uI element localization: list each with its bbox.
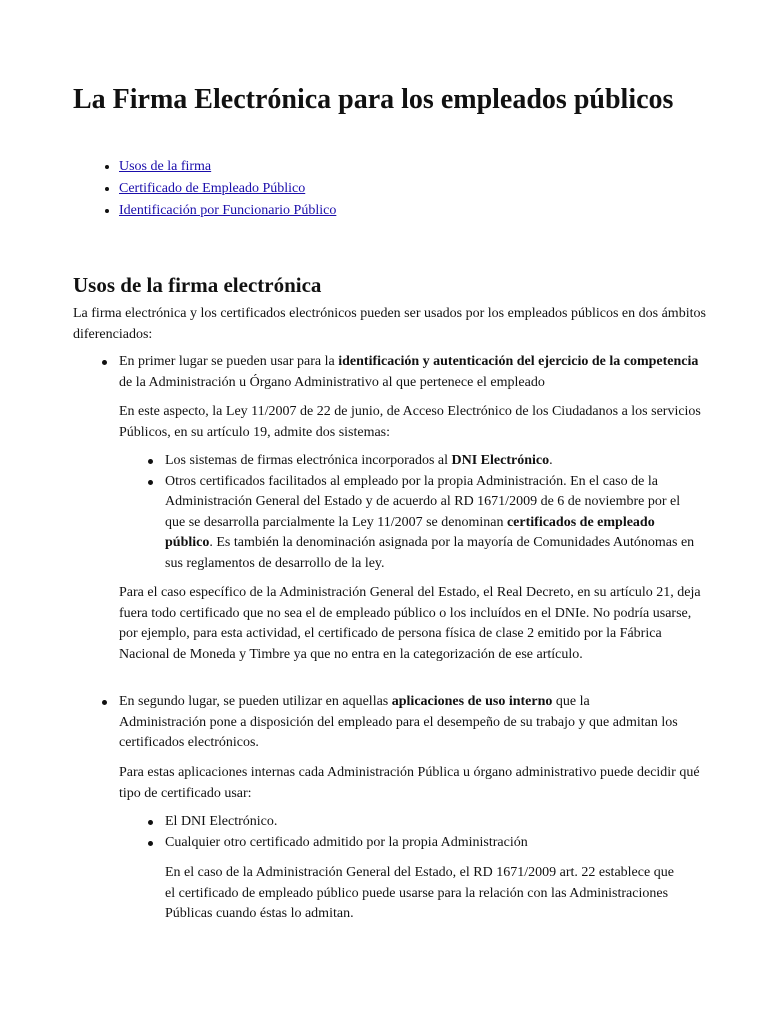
aplicaciones-paragraph: Para estas aplicaciones internas cada Administración Pública u órgano administrativo puede decidir qué tipo de certificado usar: — [119, 765, 700, 801]
intro-paragraph: La firma electrónica y los certificados electrónicos pueden ser usados por los empleados públicos en dos ámbitos diferenciados: — [73, 306, 706, 342]
section-heading: Usos de la firma electrónica — [73, 273, 322, 297]
list-item-dni: Los sistemas de firmas electrónica incorporados al DNI Electrónico. — [165, 451, 700, 472]
sub-list-sistemas — [165, 451, 700, 575]
list-item-identificacion: En primer lugar se pueden usar para la identificación y autenticación del ejercicio de la competencia de la Administración u Órgano Administrativo al que pertenece el empleado — [119, 352, 709, 393]
list-item-dni-electronico: El DNI Electrónico. — [165, 812, 700, 833]
list-item-aplicaciones: En segundo lugar, se pueden utilizar en aquellas aplicaciones de uso interno que la Administración pone a disposición del empleado para el desempeño de su trabajo y que admitan los certificados electrónicos. — [119, 692, 679, 754]
final-paragraph: En el caso de la Administración General del Estado, el RD 1671/2009 art. 22 establece que el certificado de empleado público puede usarse para la relación con las Administraciones Públicas cuando éstas lo admitan. — [165, 865, 674, 922]
toc-item — [119, 156, 336, 178]
toc-item — [119, 200, 336, 222]
table-of-contents — [98, 156, 336, 222]
list-item-otro-certificado: Cualquier otro certificado admitido por la propia Administración — [165, 833, 700, 854]
page-title: La Firma Electrónica para los empleados públicos — [73, 84, 674, 115]
caso-especifico-paragraph: Para el caso específico de la Administración General del Estado, el Real Decreto, en su artículo 21, deja fuera todo certificado que no sea el de empleado público o los incluídos en el DNIe. No podría usarse, por ejemplo, para esta actividad, el certificado de persona física de clase 2 emitido por la Fábrica Nacional de Moneda y Timbre ya que no entra en la categorización de ese artículo. — [119, 585, 701, 662]
toc-link-certificado[interactable]: Certificado de Empleado Público — [119, 181, 306, 196]
toc-item — [119, 178, 336, 200]
bullet-list-main-2 — [119, 692, 679, 754]
toc-link-usos[interactable]: Usos de la firma — [119, 159, 212, 174]
list-item-otros-certificados: Otros certificados facilitados al empleado por la propia Administración. En el caso de la Administración General del Estado y de acuerdo al RD 1671/2009 de 6 de noviembre por el que se desarrolla parcialmente la Ley 11/2007 se denominan certificados de empleado público. Es también la denominación asignada por la mayoría de Comunidades Autónomas en sus reglamentos de desarrollo de la ley. — [165, 472, 700, 575]
sub-list-certificados — [165, 812, 700, 853]
ley-paragraph: En este aspecto, la Ley 11/2007 de 22 de junio, de Acceso Electrónico de los Ciudadanos a los servicios Públicos, en su artículo 19, admite dos sistemas: — [119, 404, 701, 440]
bullet-list-main-1 — [119, 352, 709, 393]
toc-link-identificacion[interactable]: Identificación por Funcionario Público — [119, 203, 337, 218]
